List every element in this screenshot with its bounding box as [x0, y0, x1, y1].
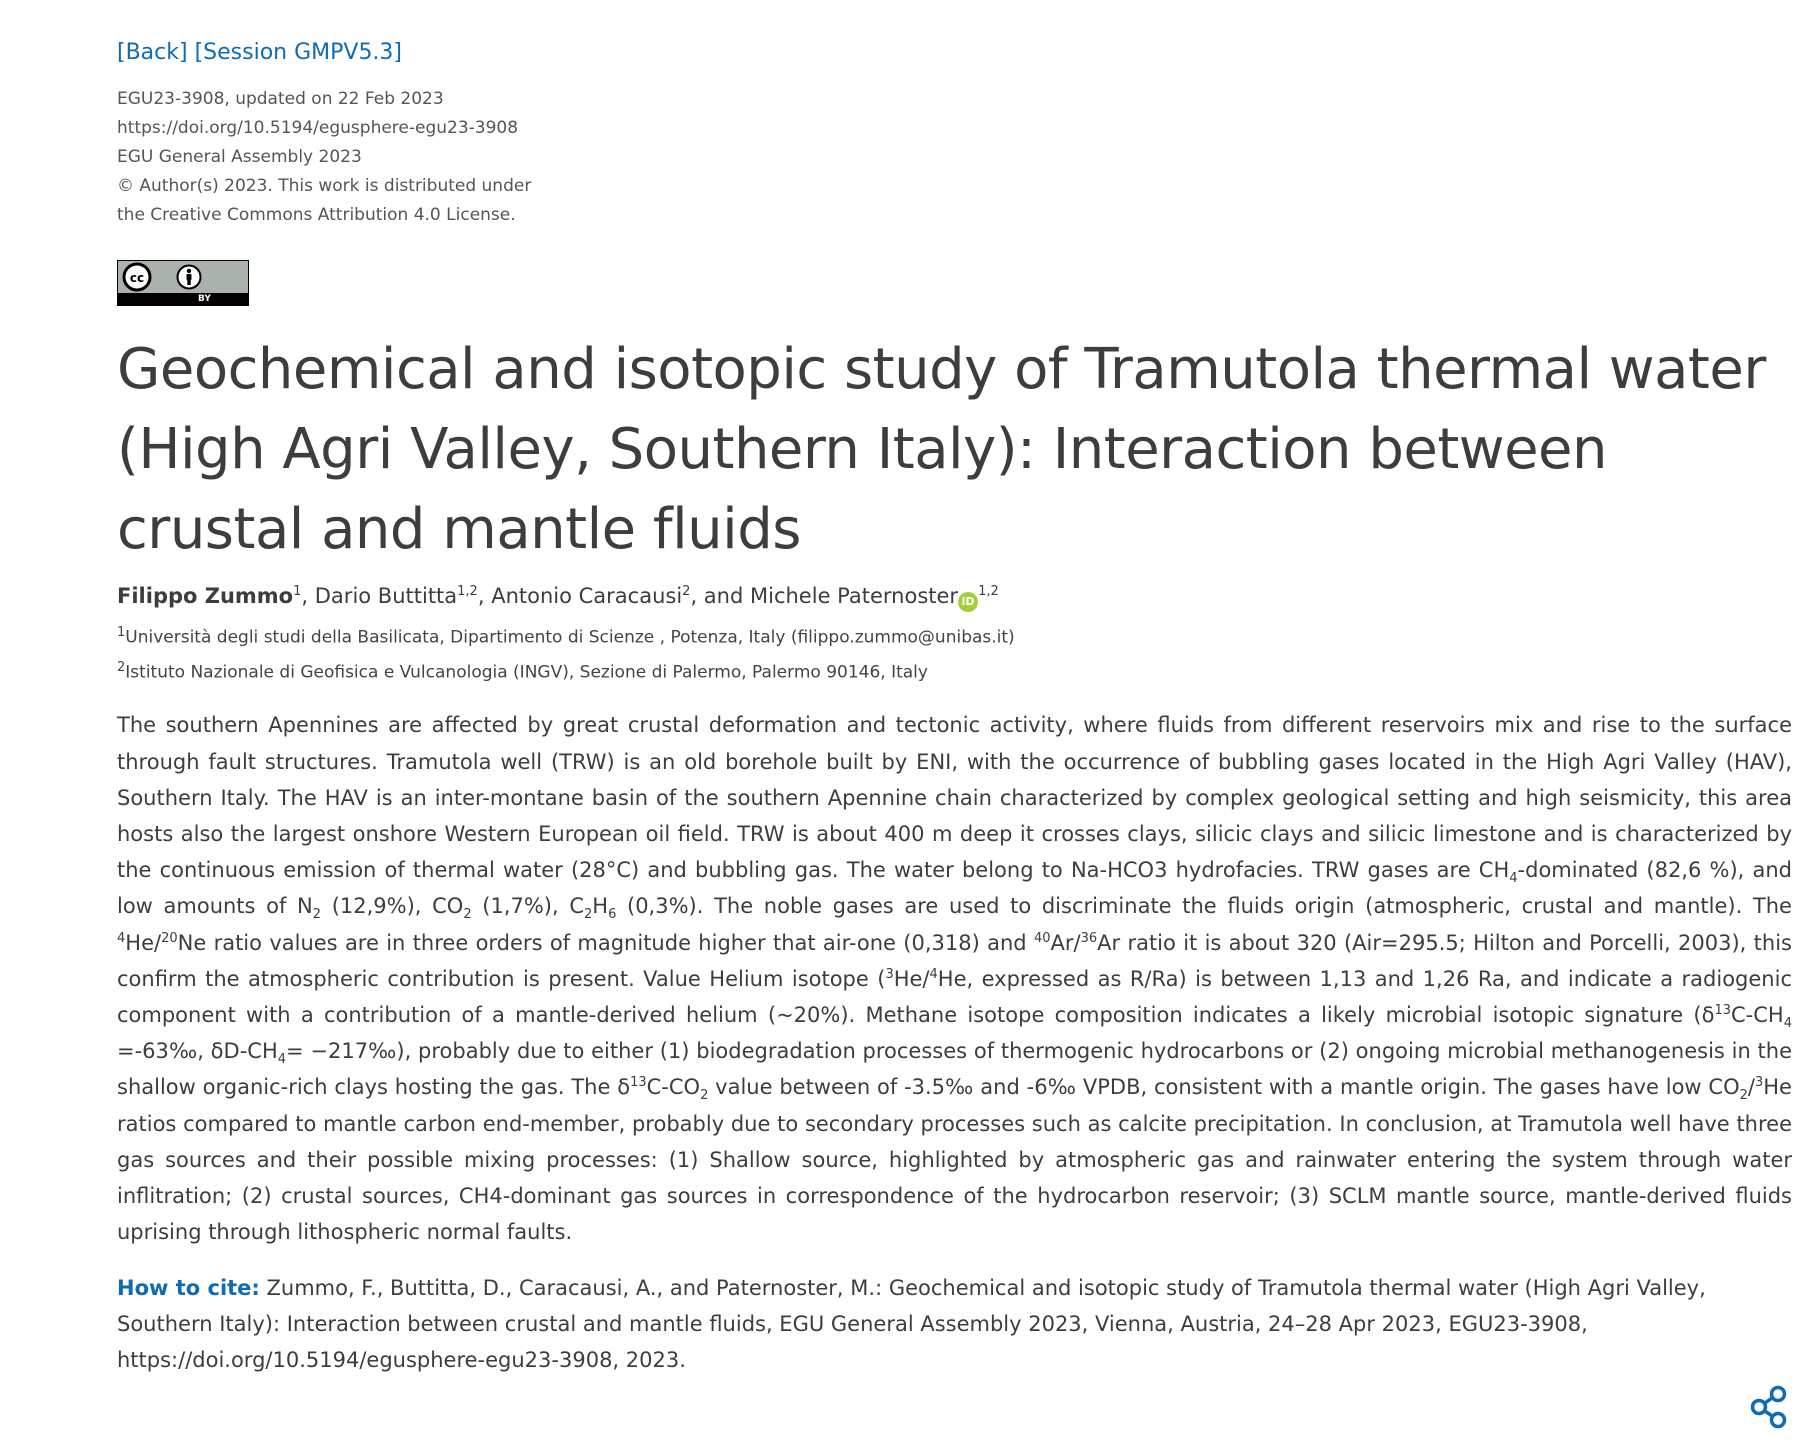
- svg-text:cc: cc: [129, 271, 145, 285]
- citation-text: Zummo, F., Buttitta, D., Caracausi, A., and Paternoster, M.: Geochemical and isotopic study of Tramutola thermal water (High Agri Valley, Southern Italy): Interaction between crustal and mantle fluids, EGU General Assembly 2023, Vienna, Austria, 24–28 Apr 2023, EGU23-3908, https://doi.org/10.5194/egusphere-egu23-3908, 2023.: [117, 1276, 1706, 1373]
- meta-license-line-2: the Creative Commons Attribution 4.0 License.: [117, 205, 516, 225]
- meta-license-line-1: © Author(s) 2023. This work is distributed under: [117, 176, 532, 196]
- cc-by-label: BY: [118, 293, 248, 305]
- author-affiliation-ref: 1,2: [457, 584, 478, 599]
- cc-icon: [122, 262, 152, 292]
- author-name[interactable]: Dario Buttitta: [314, 584, 458, 608]
- affiliations: [117, 618, 1792, 687]
- affiliation-number: 2: [117, 659, 126, 675]
- meta-id-line: EGU23-3908, updated on 22 Feb 2023: [117, 89, 444, 109]
- author-affiliation-ref: 2: [682, 584, 691, 599]
- abstract-body: The southern Apennines are affected by great crustal deformation and tectonic activity, where fluids from different reservoirs mix and rise to the surface through fault structures. Tramutola well (TRW) is an old borehole built by ENI, with the occurrence of bubbling gases located in the High Agri Valley (HAV), Southern Italy. The HAV is an inter-montane basin of the southern Apennine chain characterized by complex geological setting and high seismicity, this area hosts also the largest onshore Western European oil field. TRW is about 400 m deep it crosses clays, silicic clays and silicic limestone and is characterized by the continuous emission of thermal water (28°C) and bubbling gas. The water belong to Na-HCO3 hydrofacies. TRW gases are $CH_4$-dominated (82,6 %), and low amounts of $N_2$ (12,9%), $CO_2$ (1,7%), $C_2H_6$ (0,3%). The noble gases are used to discriminate the fluids origin (atmospheric, crustal and mantle). The $^4$He/$^{20}$Ne ratio values are in three orders of magnitude higher that air-one (0,318) and $^{40}$Ar/$^{36}$Ar ratio it is about 320 (Air=295.5; Hilton and Porcelli, 2003), this confirm the atmospheric contribution is present. Value Helium isotope ($^3$He/$^4$He, expressed as R/Ra) is between 1,13 and 1,26 Ra, and indicate a radiogenic component with a contribution of a mantle-derived helium (~20%). Methane isotope composition indicates a likely microbial isotopic signature ($\delta^{13}C-CH_4$ =-63‰, $\delta D-CH_4=$ −217‰), probably due to either (1) biodegradation processes of thermogenic hydrocarbons or (2) ongoing microbial methanogenesis in the shallow organic-rich clays hosting the gas. The $\delta^{13}C-CO_2$ value between of -3.5‰ and -6‰ VPDB, consistent with a mantle origin. The gases have low $CO_2/^3He$ ratios compared to mantle carbon end-member, probably due to secondary processes such as calcite precipitation. In conclusion, at Tramutola well have three gas sources and their possible mixing processes: (1) Shallow source, highlighted by atmospheric gas and rainwater entering the system through water inflitration; (2) crustal sources, CH4-dominant gas sources in correspondence of the hydrocarbon reservoir; (3) SCLM mantle source, mantle-derived fluids uprising through lithospheric normal faults.: [117, 713, 1792, 1245]
- author-list: [117, 584, 1792, 612]
- how-to-cite: [117, 1270, 1792, 1378]
- breadcrumb-nav: [117, 40, 1792, 65]
- cc-by-license-badge[interactable]: [117, 260, 249, 306]
- meta-doi-line[interactable]: https://doi.org/10.5194/egusphere-egu23-3908: [117, 118, 519, 138]
- author-name[interactable]: Filippo Zummo: [117, 584, 294, 608]
- meta-assembly-line: EGU General Assembly 2023: [117, 147, 362, 167]
- session-link[interactable]: [Session GMPV5.3]: [194, 40, 403, 65]
- affiliation-text: Università degli studi della Basilicata, Dipartimento di Scienze , Potenza, Italy (filippo.zummo@unibas.it): [125, 627, 1015, 648]
- share-icon[interactable]: [1747, 1384, 1791, 1430]
- affiliation-text: Istituto Nazionale di Geofisica e Vulcanologia (INGV), Sezione di Palermo, Palermo 90146, Italy: [125, 662, 928, 683]
- how-to-cite-label: How to cite:: [117, 1276, 260, 1301]
- author-separator: ,: [301, 584, 315, 608]
- author-affiliation-ref: 1: [293, 584, 302, 599]
- affiliation-item: [117, 618, 1792, 653]
- author-separator: , and: [690, 584, 750, 608]
- page-content: [117, 40, 1792, 1378]
- author-separator: ,: [477, 584, 492, 608]
- author-name[interactable]: Antonio Caracausi: [491, 584, 683, 608]
- orcid-icon[interactable]: iD: [958, 592, 978, 612]
- author-name[interactable]: Michele Paternoster: [750, 584, 959, 608]
- by-person-icon: [176, 264, 202, 290]
- author-affiliation-ref: 1,2: [978, 584, 999, 599]
- affiliation-item: [117, 653, 1792, 688]
- paper-title: Geochemical and isotopic study of Tramutola thermal water (High Agri Valley, Southern Italy): Interaction between crustal and mantle fluids: [117, 337, 1766, 562]
- abstract-metadata: [117, 85, 1792, 230]
- back-link[interactable]: [Back]: [117, 40, 188, 65]
- affiliation-number: 1: [117, 625, 126, 640]
